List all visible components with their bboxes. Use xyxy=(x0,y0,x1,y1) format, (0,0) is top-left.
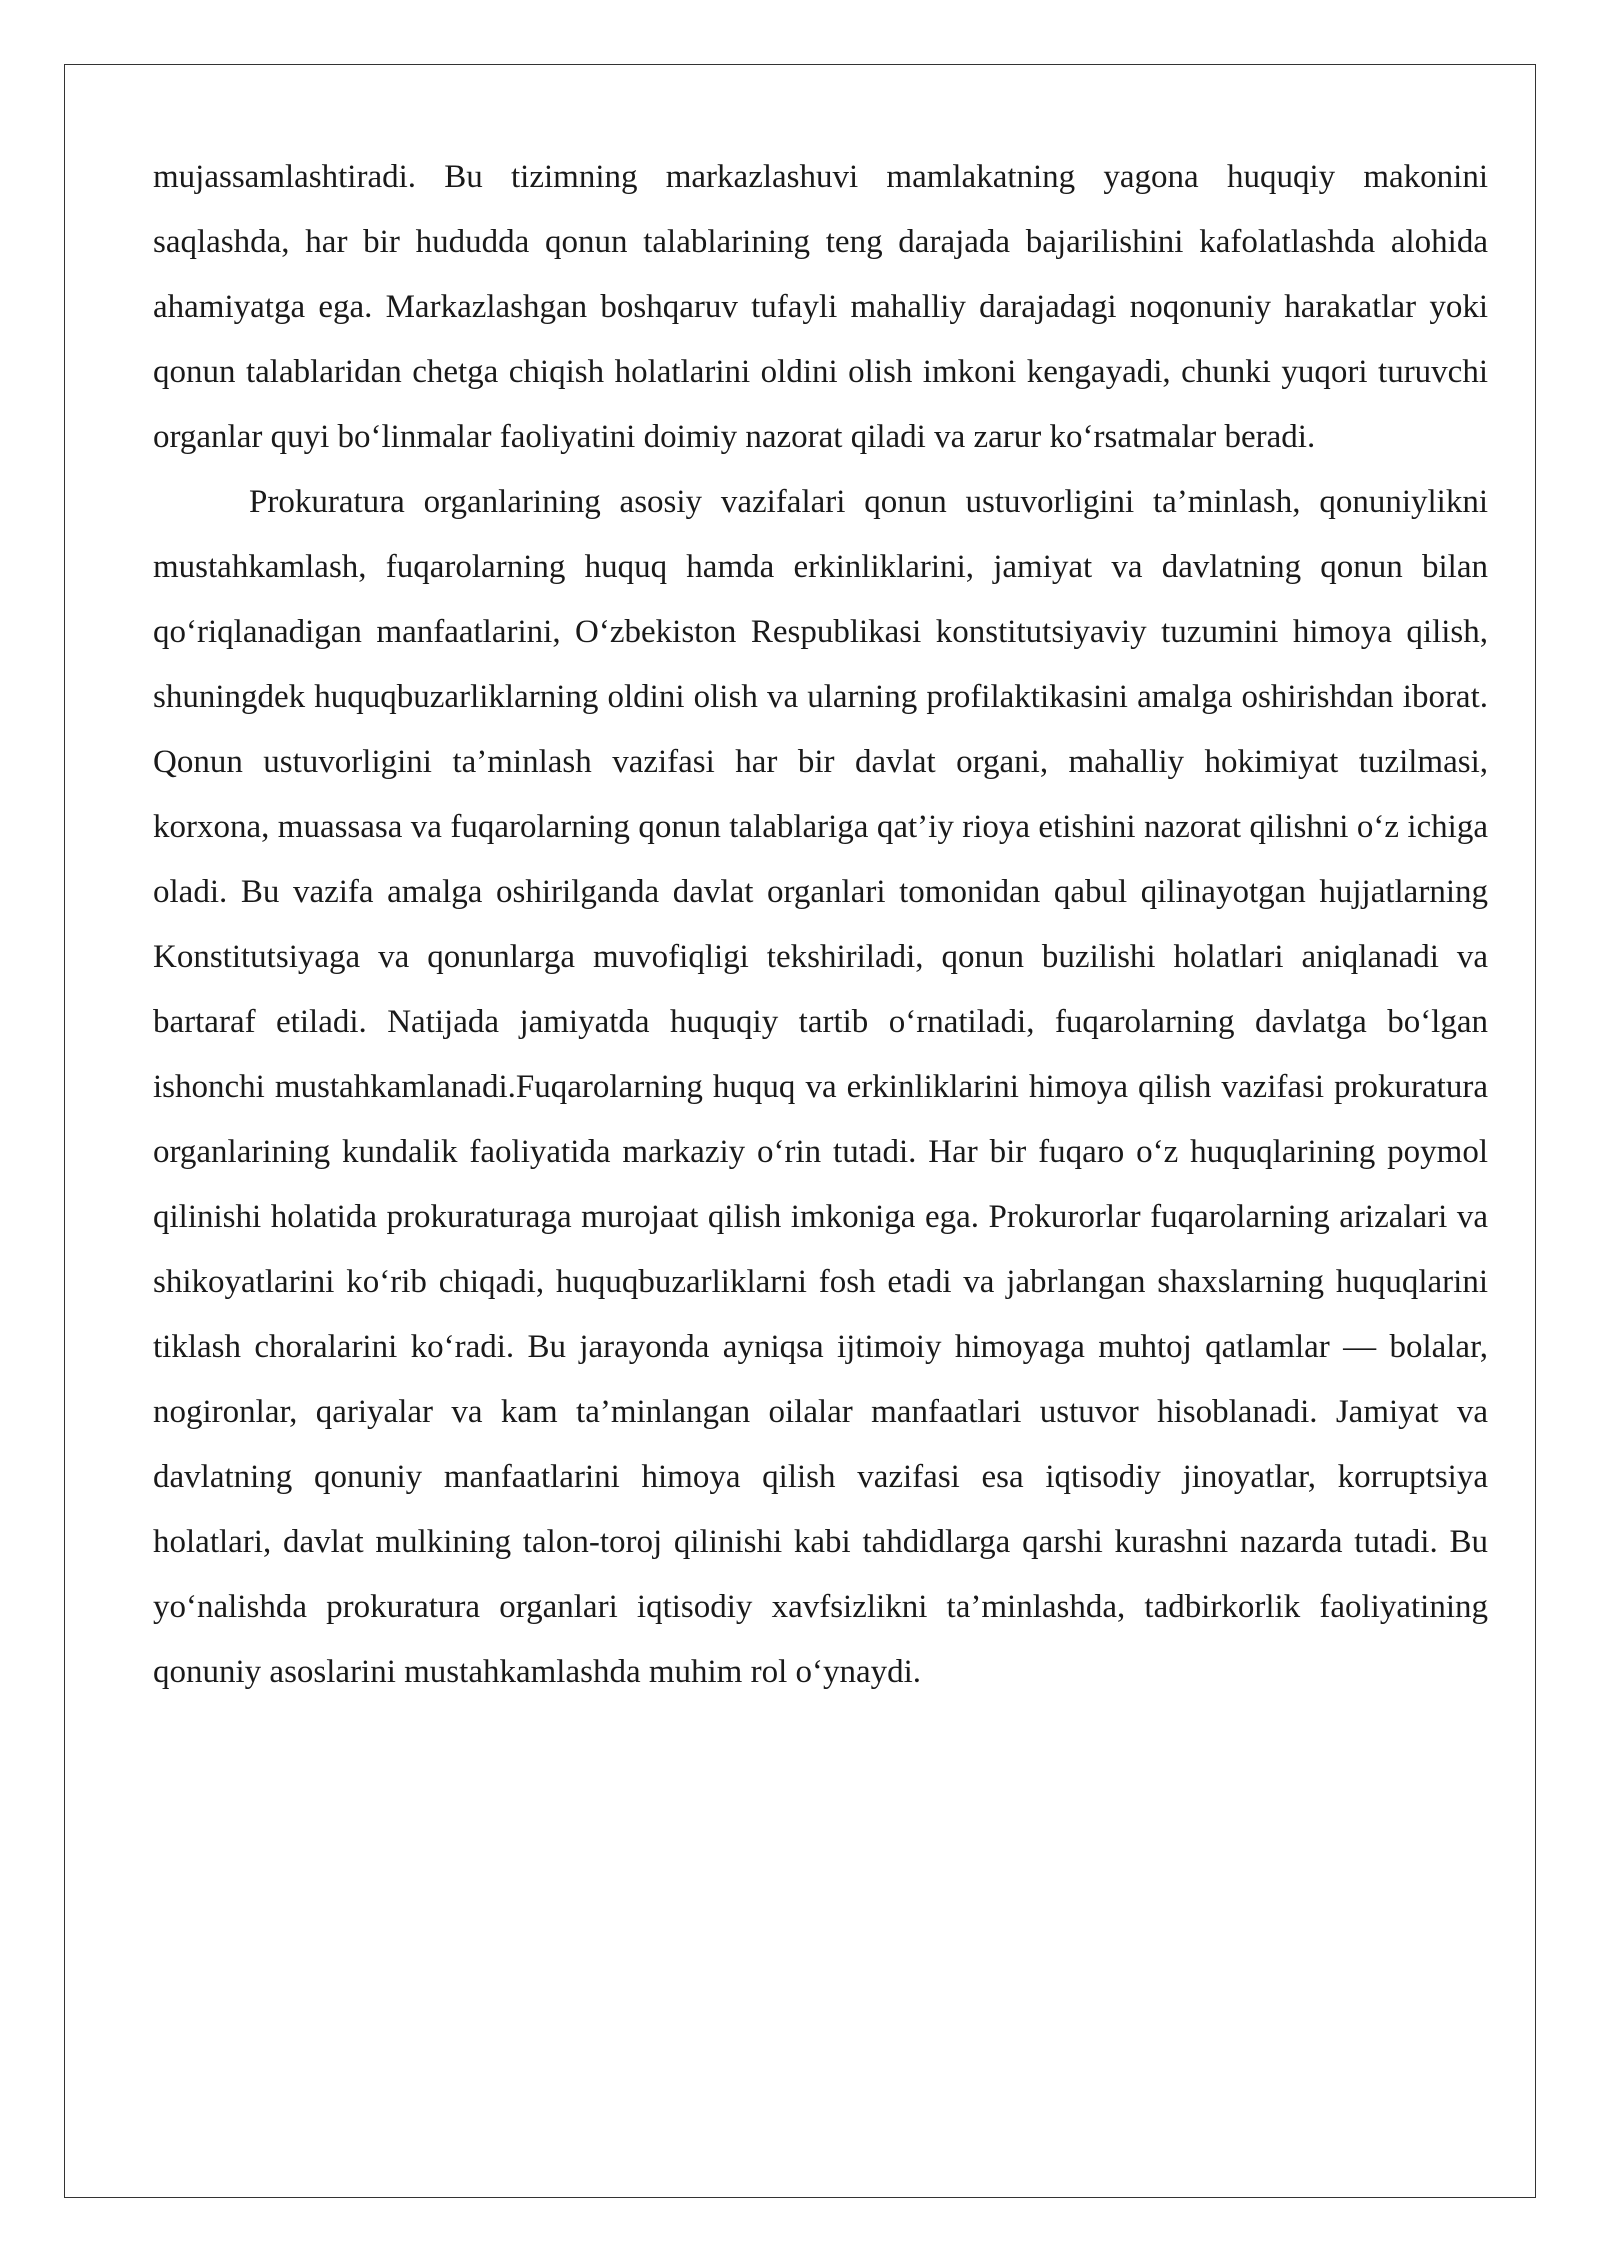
paragraph-prosecution-tasks: Prokuratura organlarining asosiy vazifalari qonun ustuvorligini ta’minlash, qonuniylikni mustahkamlash, fuqarolarning huquq hamda erkinliklarini, jamiyat va davlatning qonun bilan qo‘riqlanadigan manfaatlarini, O‘zbekiston Respublikasi konstitutsiyaviy tuzumini himoya qilish, shuningdek huquqbuzarliklarning oldini olish va ularning profilaktikasini amalga oshirishdan iborat. Qonun ustuvorligini ta’minlash vazifasi har bir davlat organi, mahalliy hokimiyat tuzilmasi, korxona, muassasa va fuqarolarning qonun talablariga qat’iy rioya etishini nazorat qilishni o‘z ichiga oladi. Bu vazifa amalga oshirilganda davlat organlari tomonidan qabul qilinayotgan hujjatlarning Konstitutsiyaga va qonunlarga muvofiqligi tekshiriladi, qonun buzilishi holatlari aniqlanadi va bartaraf etiladi. Natijada jamiyatda huquqiy tartib o‘rnatiladi, fuqarolarning davlatga bo‘lgan ishonchi mustahkamlanadi.Fuqarolarning huquq va erkinliklarini himoya qilish vazifasi prokuratura organlarining kundalik faoliyatida markaziy o‘rin tutadi. Har bir fuqaro o‘z huquqlarining poymol qilinishi holatida prokuraturaga murojaat qilish imkoniga ega. Prokurorlar fuqarolarning arizalari va shikoyatlarini ko‘rib chiqadi, huquqbuzarliklarni fosh etadi va jabrlangan shaxslarning huquqlarini tiklash choralarini ko‘radi. Bu jarayonda ayniqsa ijtimoiy himoyaga muhtoj qatlamlar — bolalar, nogironlar, qariyalar va kam ta’minlangan oilalar manfaatlari ustuvor hisoblanadi. Jamiyat va davlatning qonuniy manfaatlarini himoya qilish vazifasi esa iqtisodiy jinoyatlar, korruptsiya holatlari, davlat mulkining talon-toroj qilinishi kabi tahdidlarga qarshi kurashni nazarda tutadi. Bu yo‘nalishda prokuratura organlari iqtisodiy xavfsizlikni ta’minlashda, tadbirkorlik faoliyatining qonuniy asoslarini mustahkamlashda muhim rol o‘ynaydi. xyxy=(153,484,1488,1690)
paragraph-continued: mujassamlashtiradi. Bu tizimning markazlashuvi mamlakatning yagona huquqiy makonini saqlashda, har bir hududda qonun talablarining teng darajada bajarilishini kafolatlashda alohida ahamiyatga ega. Markazlashgan boshqaruv tufayli mahalliy darajadagi noqonuniy harakatlar yoki qonun talablaridan chetga chiqish holatlarini oldini olish imkoni kengayadi, chunki yuqori turuvchi organlar quyi bo‘linmalar faoliyatini doimiy nazorat qiladi va zarur ko‘rsatmalar beradi. xyxy=(153,159,1488,455)
document-body xyxy=(153,145,1488,1705)
